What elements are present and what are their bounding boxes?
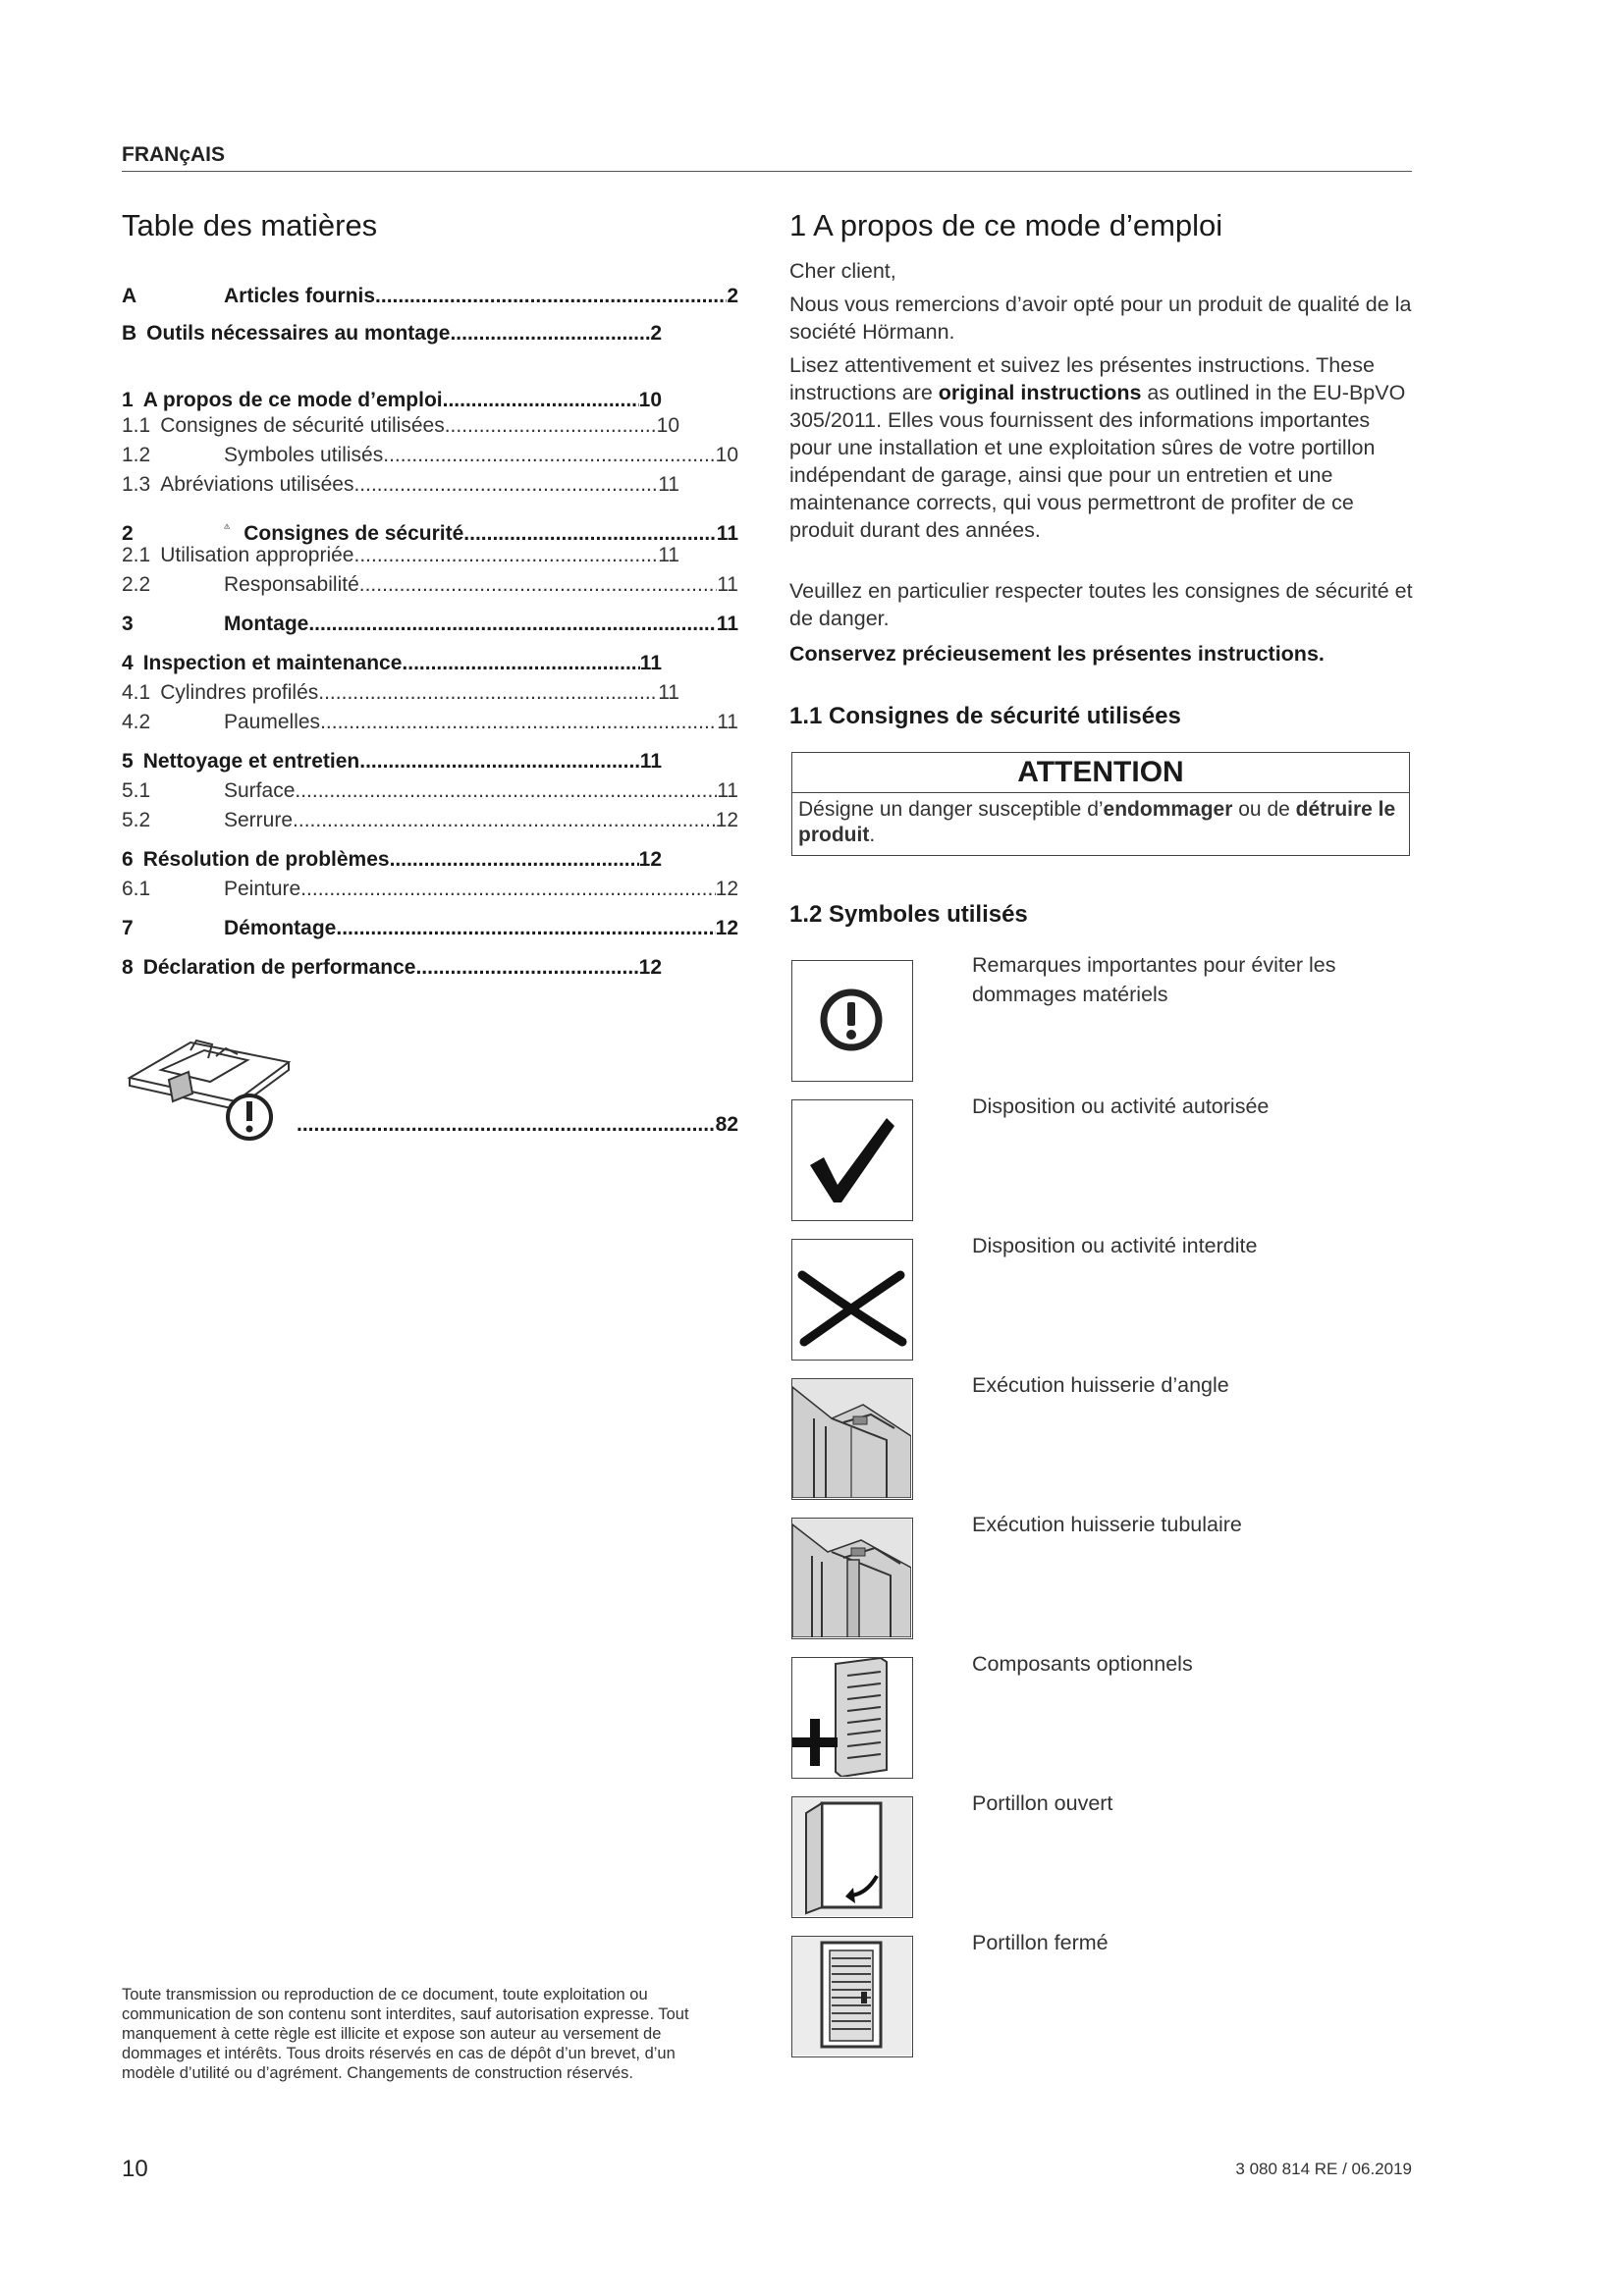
toc-entry-page: 11 — [717, 573, 738, 596]
optional-components-icon — [791, 1657, 913, 1779]
toc-entry-label: Déclaration de performance — [142, 956, 416, 979]
toc-entry[interactable] — [122, 322, 662, 349]
toc-entry-label: Articles fournis — [224, 285, 376, 307]
toc-entry-label: A propos de ce mode d’emploi — [142, 389, 443, 411]
toc-entry-number: 7 — [122, 917, 134, 939]
toc-entry[interactable] — [122, 613, 738, 640]
toc-leader-dots — [308, 613, 716, 636]
toc-entry-page: 10 — [715, 444, 738, 466]
toc-entry-number: 2.2 — [122, 573, 151, 596]
toc-leader-dots — [300, 878, 715, 901]
toc-entry-number: 4.2 — [122, 711, 151, 733]
toc-entry[interactable] — [122, 681, 679, 709]
keep-instructions-paragraph: Conservez précieusement les présentes instructions. — [789, 642, 1325, 666]
toc-entry[interactable] — [122, 389, 662, 416]
toc-entry-label: Consignes de sécurité utilisées — [160, 414, 445, 437]
toc-entry-page: 10 — [656, 414, 679, 437]
toc-entry[interactable] — [122, 779, 738, 807]
toc-entry[interactable] — [122, 573, 738, 601]
toc-entry-page: 11 — [716, 613, 738, 635]
toc-entry-label: Nettoyage et entretien — [142, 750, 360, 773]
toc-figure-entry[interactable] — [297, 1113, 738, 1141]
toc-entry-label: Inspection et maintenance — [142, 652, 403, 674]
toc-leader-dots — [445, 414, 657, 438]
section-1-2-title: 1.2 Symboles utilisés — [789, 901, 1028, 928]
toc-leader-dots — [353, 473, 658, 497]
toc-entry-label: Paumelles — [224, 711, 321, 733]
toc-entry[interactable] — [122, 512, 738, 545]
toc-entry[interactable] — [122, 444, 738, 471]
symbol-label: Exécution huisserie tubulaire — [972, 1513, 1242, 1536]
door-open-icon — [791, 1796, 913, 1918]
toc-entry[interactable] — [122, 917, 738, 944]
toc-leader-dots — [295, 779, 717, 803]
toc-entry-number: 2 — [122, 522, 134, 545]
intro-paragraph: Nous vous remercions d’avoir opté pour un produit de qualité de la société Hörmann. — [789, 293, 1412, 344]
toc-entry-label: Surface — [224, 779, 296, 802]
toc-leader-dots — [359, 573, 717, 597]
toc-entry-label: Démontage — [224, 917, 337, 939]
toc-entry-page: 12 — [715, 917, 738, 939]
toc-entry-number: 5.2 — [122, 809, 151, 831]
toc-entry-number: 2.1 — [122, 544, 151, 566]
safety-paragraph: Veuillez en particulier respecter toutes les consignes de sécurité et de danger. — [789, 579, 1413, 630]
toc-entry-label: Serrure — [224, 809, 294, 831]
cross-icon — [791, 1239, 913, 1361]
toc-entry-label: Responsabilité — [224, 573, 359, 596]
toc-entry[interactable] — [122, 878, 738, 905]
toc-entry[interactable] — [122, 848, 662, 876]
toc-entry-page: 11 — [716, 522, 738, 545]
warning-triangle-icon — [224, 512, 230, 540]
toc-leader-dots — [320, 711, 717, 734]
page-number: 10 — [122, 2156, 148, 2182]
toc-leader-dots — [402, 652, 639, 675]
toc-leader-dots — [390, 848, 639, 872]
toc-entry-page: 10 — [638, 389, 662, 411]
toc-leader-dots — [353, 544, 658, 567]
toc-entry-number: 3 — [122, 613, 134, 635]
toc-entry-page: 11 — [717, 779, 738, 802]
toc-entry-number: 1.2 — [122, 444, 151, 466]
attention-box — [791, 752, 1410, 856]
toc-entry-page: 2 — [727, 285, 738, 307]
toc-entry-page: 12 — [638, 956, 662, 979]
toc-leader-dots — [415, 956, 638, 980]
toc-entry-number: 1 — [122, 389, 134, 411]
header-divider — [122, 171, 1412, 172]
section-1-1-title: 1.1 Consignes de sécurité utilisées — [789, 703, 1181, 729]
document-reference: 3 080 814 RE / 06.2019 — [1235, 2160, 1412, 2178]
toc-entry-number: B — [122, 322, 137, 345]
toc-entry[interactable] — [122, 956, 662, 984]
toc-leader-dots — [375, 285, 727, 308]
toc-figure-page: 82 — [715, 1113, 738, 1136]
toc-entry-page: 11 — [717, 711, 738, 733]
toc-leader-dots — [450, 322, 650, 346]
toc-entry-page: 11 — [658, 544, 679, 566]
toc-entry-page: 12 — [638, 848, 662, 871]
toc-entry[interactable] — [122, 473, 679, 501]
toc-entry-label: Résolution de problèmes — [142, 848, 390, 871]
symbol-label: Portillon fermé — [972, 1931, 1109, 1954]
toc-leader-dots — [359, 750, 640, 774]
section-1-title: 1 A propos de ce mode d’emploi — [789, 208, 1223, 242]
toc-entry[interactable] — [122, 652, 662, 679]
toc-entry-label: Cylindres profilés — [160, 681, 319, 704]
toc-entry-number: 5.1 — [122, 779, 151, 802]
attention-heading: ATTENTION — [792, 753, 1409, 793]
toc-entry-page: 11 — [639, 652, 662, 674]
toc-title: Table des matières — [122, 208, 378, 242]
angle-frame-icon — [791, 1378, 913, 1500]
symbol-label: Composants optionnels — [972, 1652, 1193, 1676]
toc-entry-page: 12 — [715, 878, 738, 900]
symbol-label: Remarques importantes pour éviter les dommages matériels — [972, 953, 1336, 1006]
toc-entry[interactable] — [122, 711, 738, 738]
toc-entry-number: 8 — [122, 956, 134, 979]
toc-entry-page: 11 — [658, 473, 679, 496]
symbol-label: Disposition ou activité autorisée — [972, 1095, 1270, 1118]
toc-leader-dots — [463, 522, 717, 546]
toc-entry-number: 6 — [122, 848, 134, 871]
toc-entry-label: Consignes de sécurité — [244, 522, 464, 545]
toc-entry-page: 11 — [639, 750, 662, 773]
toc-entry-label: Montage — [224, 613, 309, 635]
toc-leader-dots — [443, 389, 639, 412]
toc-entry-number: A — [122, 285, 137, 307]
toc-entry-number: 4 — [122, 652, 134, 674]
toc-entry[interactable] — [122, 809, 738, 836]
symbol-label: Portillon ouvert — [972, 1791, 1113, 1815]
toc-entry-number: 1.3 — [122, 473, 151, 496]
instructions-paragraph: Lisez attentivement et suivez les présentes instructions. These instructions are original instructions as outlined in the EU-BpVO 305/2011. Elles vous fournissent des informations importantes pour une installation et une exploitation sûres de votre portillon indépendant de garage, ainsi que pour un entretien et une maintenance corrects, qui vous permettront de profiter de ce produit durant des années. — [789, 353, 1406, 542]
symbol-label: Disposition ou activité interdite — [972, 1234, 1258, 1257]
language-label: FRANçAIS — [122, 143, 226, 166]
toc-entry-number: 1.1 — [122, 414, 151, 437]
symbol-label: Exécution huisserie d’angle — [972, 1373, 1229, 1397]
garage-door-figure-icon — [122, 1021, 298, 1143]
toc-entry-label: Utilisation appropriée — [160, 544, 354, 566]
toc-entry-label: Peinture — [224, 878, 301, 900]
original-instructions-emphasis: original instructions — [938, 381, 1142, 404]
toc-entry-number: 6.1 — [122, 878, 151, 900]
toc-leader-dots — [318, 681, 658, 705]
toc-entry-number: 5 — [122, 750, 134, 773]
toc-entry-label: Symboles utilisés — [224, 444, 384, 466]
toc-entry[interactable] — [122, 750, 662, 777]
toc-entry-label: Abréviations utilisées — [160, 473, 354, 496]
toc-entry-label: Outils nécessaires au montage — [146, 322, 451, 345]
copyright-notice: Toute transmission ou reproduction de ce document, toute exploitation ou communication de son contenu sont interdites, sauf autorisation expresse. Tout manquement à cette règle est illicite et expose son auteur au versement de dommages et intérêts. Tous droits réservés en cas de dépôt d’un brevet, d’un modèle d’utilité ou d’agrément. Changements de construction réservés. — [122, 1986, 689, 2082]
toc-entry-number: 4.1 — [122, 681, 151, 704]
toc-entry-page: 11 — [658, 681, 679, 704]
toc-entry-page: 2 — [650, 322, 662, 345]
toc-entry-page: 12 — [715, 809, 738, 831]
toc-leader-dots — [383, 444, 715, 467]
toc-entry[interactable] — [122, 414, 679, 442]
toc-entry[interactable] — [122, 544, 679, 571]
attention-text: Désigne un danger susceptible d’endommager ou de détruire le produit. — [798, 798, 1396, 846]
toc-entry[interactable] — [122, 285, 738, 312]
checkmark-icon — [791, 1099, 913, 1221]
exclamation-icon — [791, 960, 913, 1082]
toc-leader-dots — [293, 809, 716, 832]
greeting: Cher client, — [789, 259, 896, 283]
door-closed-icon — [791, 1936, 913, 2057]
tubular-frame-icon — [791, 1518, 913, 1639]
toc-leader-dots — [336, 917, 715, 940]
